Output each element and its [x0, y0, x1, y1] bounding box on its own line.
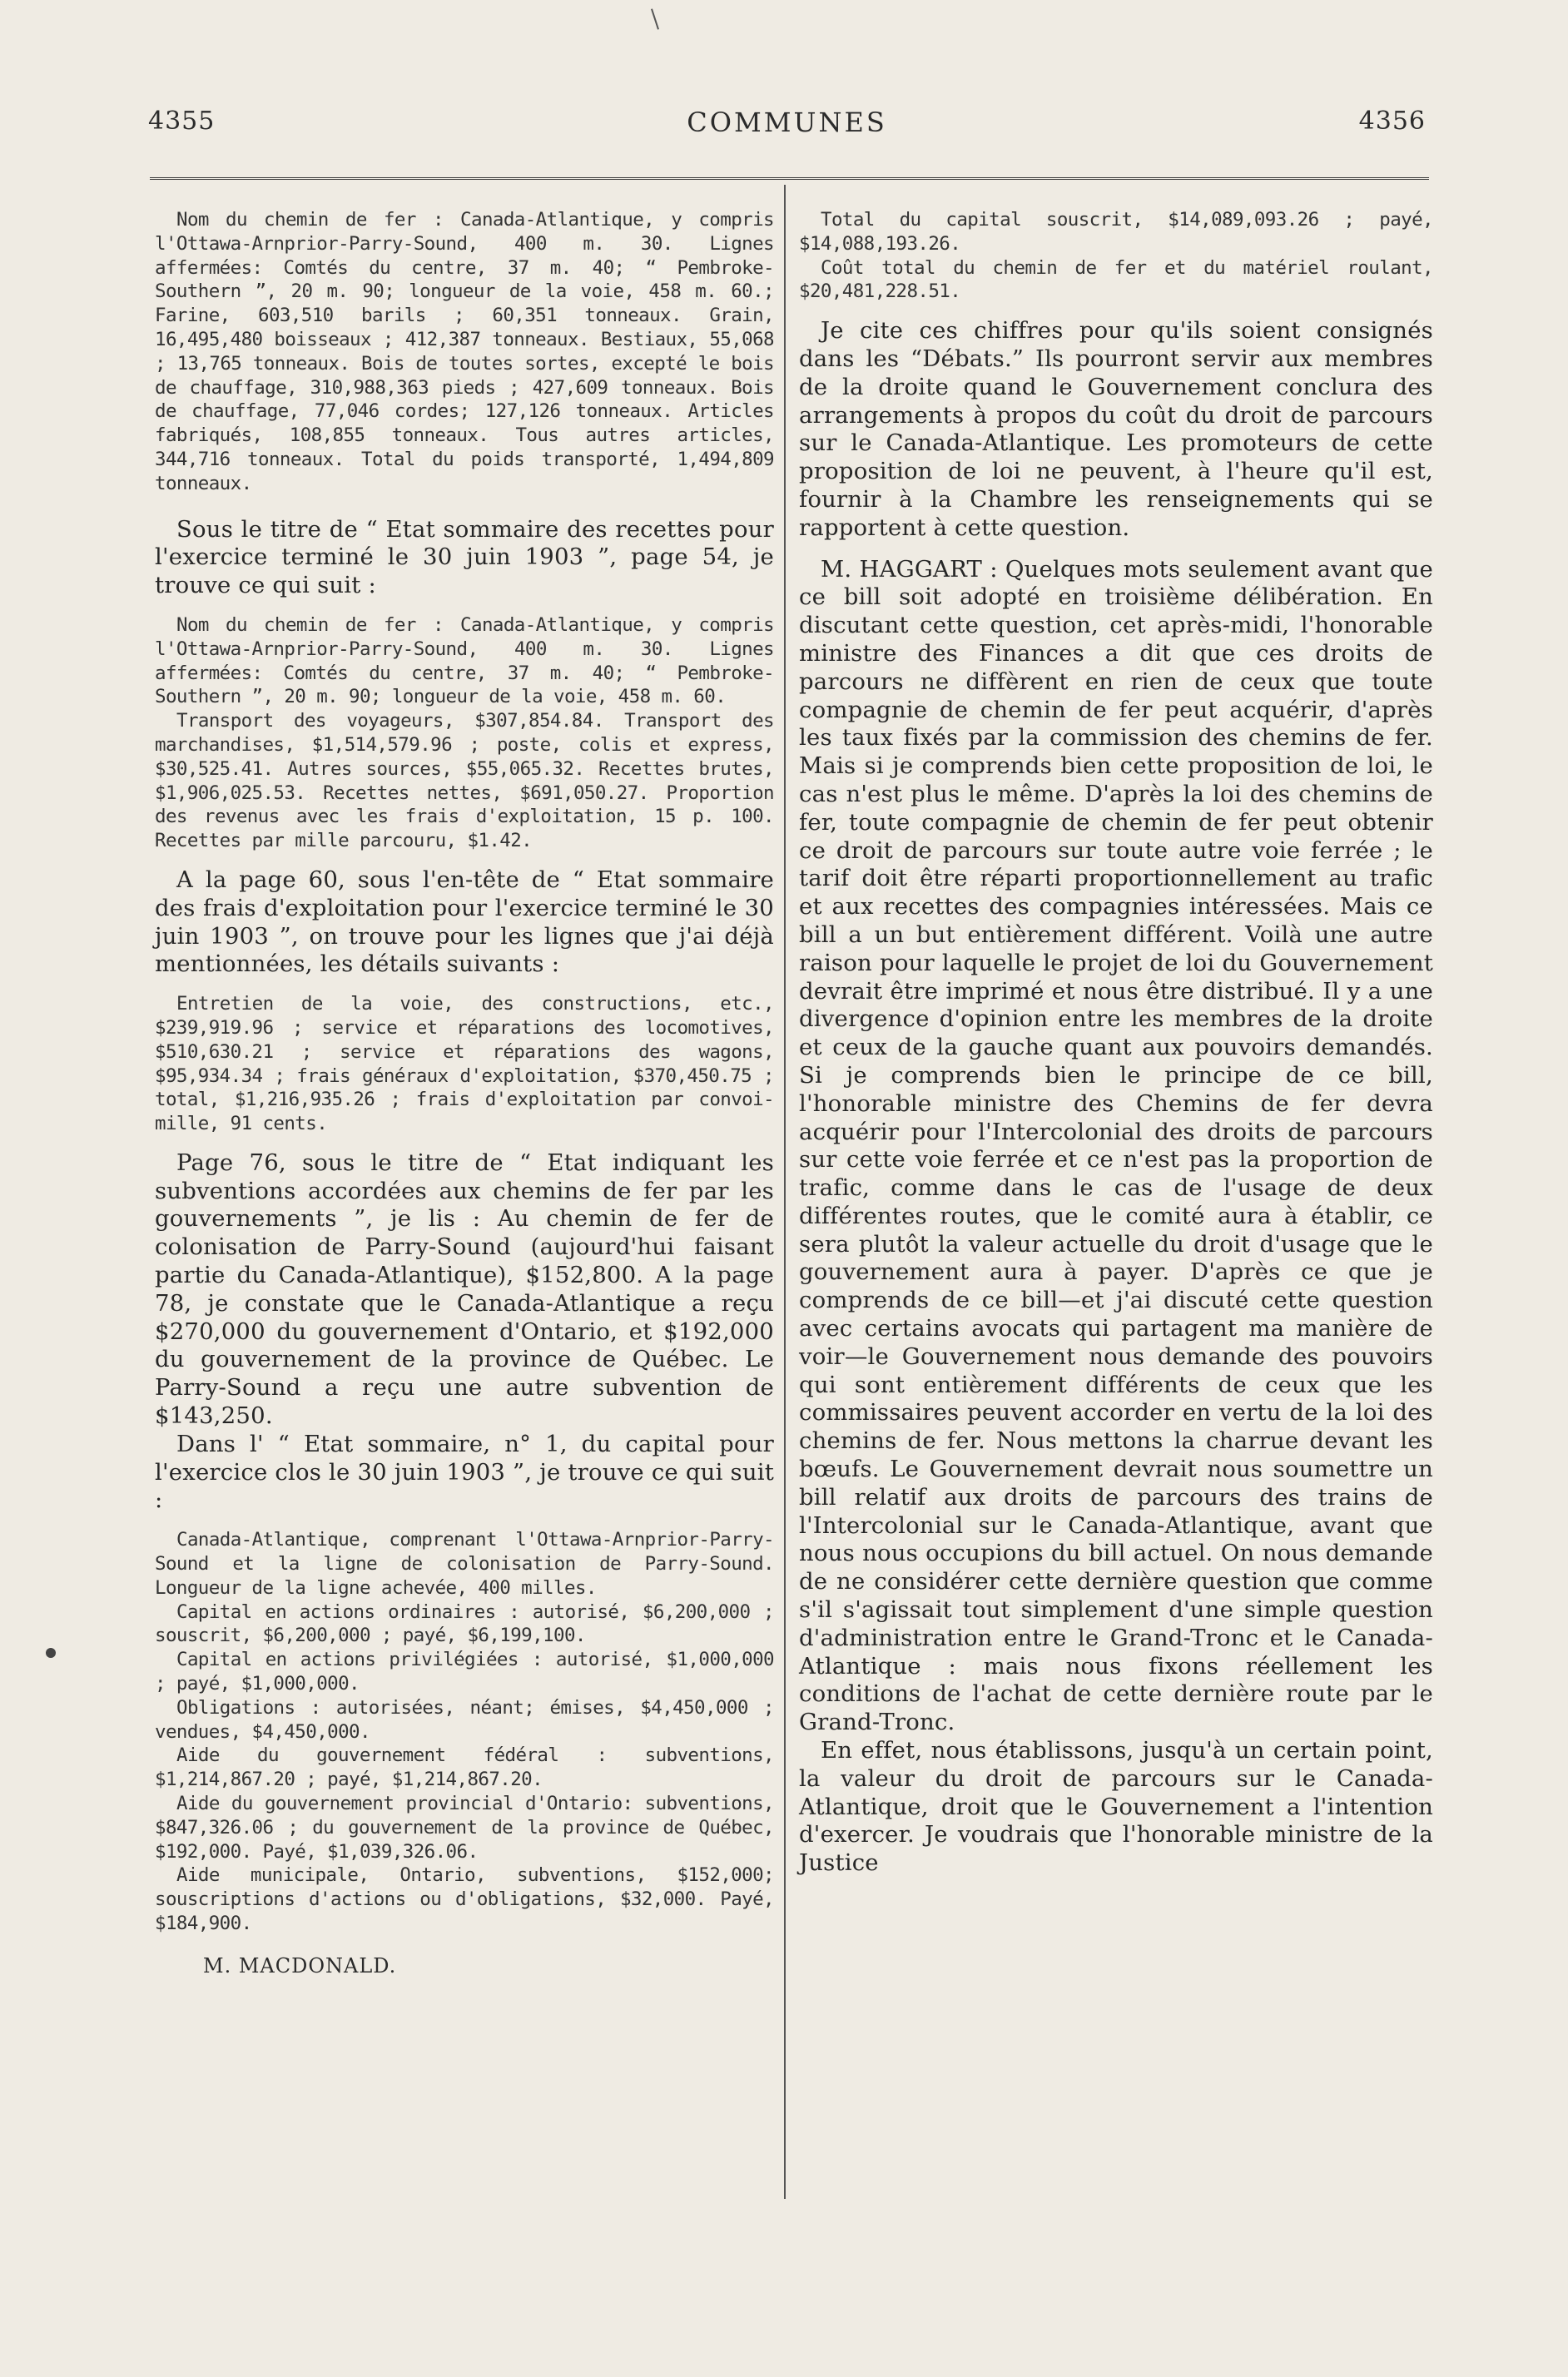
paragraph: Total du capital souscrit, $14,089,093.26 ; payé, $14,088,193.26. — [799, 209, 1433, 255]
running-title: COMMUNES — [687, 107, 887, 138]
paragraph: Transport des voyageurs, $307,854.84. Transport des marchandises, $1,514,579.96 ; poste, colis et express, $30,525.41. Autres sources, $55,065.32. Recettes brutes, $1,906,025.53. Recettes nettes, $691,050.27. Proportion des revenus avec les frais d'exploitation, 15 p. 100. Recettes par mille parcouru, $1.42. — [155, 710, 774, 852]
paragraph: Je cite ces chiffres pour qu'ils soient consignés dans les “Débats.” Ils pourront servir aux membres de la droite quand le Gouvernement conclura des arrangements à propos du coût du droit de parcours sur le Canada-Atlantique. Les promoteurs de cette proposition de loi ne peuvent, à l'heure qu'il est, fournir à la Chambre les renseignements qui se rapportent à cette question. — [799, 317, 1433, 541]
paragraph: Dans l' “ Etat sommaire, n° 1, du capital pour l'exercice clos le 30 juin 1903 ”, je trouve ce qui suit : — [155, 1430, 774, 1514]
ink-spot — [46, 1648, 56, 1658]
header-rule — [150, 177, 1429, 180]
left-column — [155, 208, 774, 1978]
paragraph: Aide du gouvernement provincial d'Ontario: subventions, $847,326.06 ; du gouvernement de la province de Québec, $192,000. Payé, $1,039,326.06. — [155, 1793, 774, 1863]
paragraph: Canada-Atlantique, comprenant l'Ottawa-Arnprior-Parry-Sound et la ligne de colonisation de Parry-Sound. Longueur de la ligne achevée, 400 milles. — [155, 1529, 774, 1599]
speaker-name: M. MACDONALD. — [203, 1953, 397, 1978]
paragraph: Nom du chemin de fer : Canada-Atlantique, y compris l'Ottawa-Arnprior-Parry-Sound, 400 m. 30. Lignes affermées: Comtés du centre, 37 m. 40; “ Pembroke-Southern ”, 20 m. 90; longueur de la voie, 458 m. 60.; Farine, 603,510 barils ; 60,351 tonneaux. Grain, 16,495,480 boisseaux ; 412,387 tonneaux. Bestiaux, 55,068 ; 13,765 tonneaux. Bois de toutes sortes, excepté le bois de chauffage, 310,988,363 pieds ; 427,609 tonneaux. Bois de chauffage, 77,046 cordes; 127,126 tonneaux. Articles fabriqués, 108,855 tonneaux. Tous autres articles, 344,716 tonneaux. Total du poids transporté, 1,494,809 tonneaux. — [155, 209, 774, 494]
page-header — [148, 107, 1426, 148]
paragraph: Page 76, sous le titre de “ Etat indiquant les subventions accordées aux chemins de fer par les gouvernements ”, je lis : Au chemin de fer de colonisation de Parry-Sound (aujourd'hui faisant partie du Canada-Atlantique), $152,800. A la page 78, je constate que le Canada-Atlantique a reçu $270,000 du gouvernement d'Ontario, et $192,000 du gouvernement de la province de Québec. Le Parry-Sound a reçu une autre subvention de $143,250. — [155, 1149, 774, 1430]
paragraph: Nom du chemin de fer : Canada-Atlantique, y compris l'Ottawa-Arnprior-Parry-Sound, 400 m. 30. Lignes affermées: Comtés du centre, 37 m. 40; “ Pembroke-Southern ”, 20 m. 90; longueur de la voie, 458 m. 60. — [155, 613, 774, 708]
paragraph: Capital en actions ordinaires : autorisé, $6,200,000 ; souscrit, $6,200,000 ; payé, $6,199,100. — [155, 1600, 774, 1647]
paragraph: Aide du gouvernement fédéral : subventions, $1,214,867.20 ; payé, $1,214,867.20. — [155, 1744, 774, 1791]
page-number-left: 4355 — [148, 107, 216, 136]
paragraph: A la page 60, sous l'en-tête de “ Etat sommaire des frais d'exploitation pour l'exercice terminé le 30 juin 1903 ”, on trouve pour les lignes que j'ai déjà mentionnées, les détails suivants : — [155, 866, 774, 978]
paragraph: Obligations : autorisées, néant; émises, $4,450,000 ; vendues, $4,450,000. — [155, 1696, 774, 1743]
paragraph: M. HAGGART : Quelques mots seulement avant que ce bill soit adopté en troisième délibération. En discutant cette question, cet après-midi, l'honorable ministre des Finances a dit que ces droits de parcours ne diffèrent en rien de ceux que toute compagnie de chemin de fer peut acquérir, d'après les taux fixés par la commission des chemins de fer. Mais si je comprends bien cette proposition de loi, le cas n'est plus le même. D'après la loi des chemins de fer, toute compagnie de chemin de fer peut obtenir ce droit de parcours sur toute autre voie ferrée ; le tarif doit être réparti proportionnellement au trafic et aux recettes des compagnies intéressées. Mais ce bill a un but entièrement différent. Voilà une autre raison pour laquelle le projet de loi du Gouvernement devrait être imprimé et nous être distribué. Il y a une divergence d'opinion entre les membres de la droite et ceux de la gauche quant aux pouvoirs demandés. Si je comprends bien le principe de ce bill, l'honorable ministre des Chemins de fer devra acquérir pour l'Intercolonial des droits de parcours sur cette voie ferrée et ce n'est pas la proportion de trafic, comme dans le cas de l'usage de deux différentes routes, que le comité aura à établir, ce sera plutôt la valeur actuelle du droit d'usage que le gouvernement aura à payer. D'après ce que je comprends de ce bill—et j'ai discuté cette question avec certains avocats qui partagent ma manière de voir—le Gouvernement nous demande des pouvoirs qui sont entièrement différents de ceux que les commissaires peuvent accorder en vertu de la loi des chemins de fer. Nous mettons la charrue devant les bœufs. Le Gouvernement devrait nous soumettre un bill relatif aux droits de parcours des trains de l'Intercolonial sur le Canada-Atlantique, avant que nous nous occupions du bill actuel. On nous demande de ne considérer cette dernière question que comme s'il s'agissait tout simplement d'une simple question d'administration entre le Grand-Tronc et le Canada-Atlantique : mais nous fixons réellement les conditions de l'achat de cette dernière route par le Grand-Tronc. — [799, 555, 1433, 1736]
paragraph: Capital en actions privilégiées : autorisé, $1,000,000 ; payé, $1,000,000. — [155, 1649, 774, 1695]
page-number-right: 4356 — [1358, 107, 1426, 136]
paragraph: Entretien de la voie, des constructions, etc., $239,919.96 ; service et réparations des locomotives, $510,630.21 ; service et réparations des wagons, $95,934.34 ; frais généraux d'exploitation, $370,450.75 ; total, $1,216,935.26 ; frais d'exploitation par convoi-mille, 91 cents. — [155, 993, 774, 1135]
paragraph: Coût total du chemin de fer et du matériel roulant, $20,481,228.51. — [799, 256, 1433, 303]
paragraph: Aide municipale, Ontario, subventions, $152,000; souscriptions d'actions ou d'obligations, $32,000. Payé, $184,900. — [155, 1864, 774, 1934]
scan-speck — [651, 8, 659, 29]
column-divider — [784, 185, 786, 2199]
paragraph: En effet, nous établissons, jusqu'à un certain point, la valeur du droit de parcours sur le Canada-Atlantique, droit que le Gouvernement a l'intention d'exercer. Je voudrais que l'honorable ministre de la Justice — [799, 1737, 1433, 1877]
paragraph: Sous le titre de “ Etat sommaire des recettes pour l'exercice terminé le 30 juin 1903 ”, page 54, je trouve ce qui suit : — [155, 515, 774, 599]
right-column — [799, 208, 1433, 1878]
